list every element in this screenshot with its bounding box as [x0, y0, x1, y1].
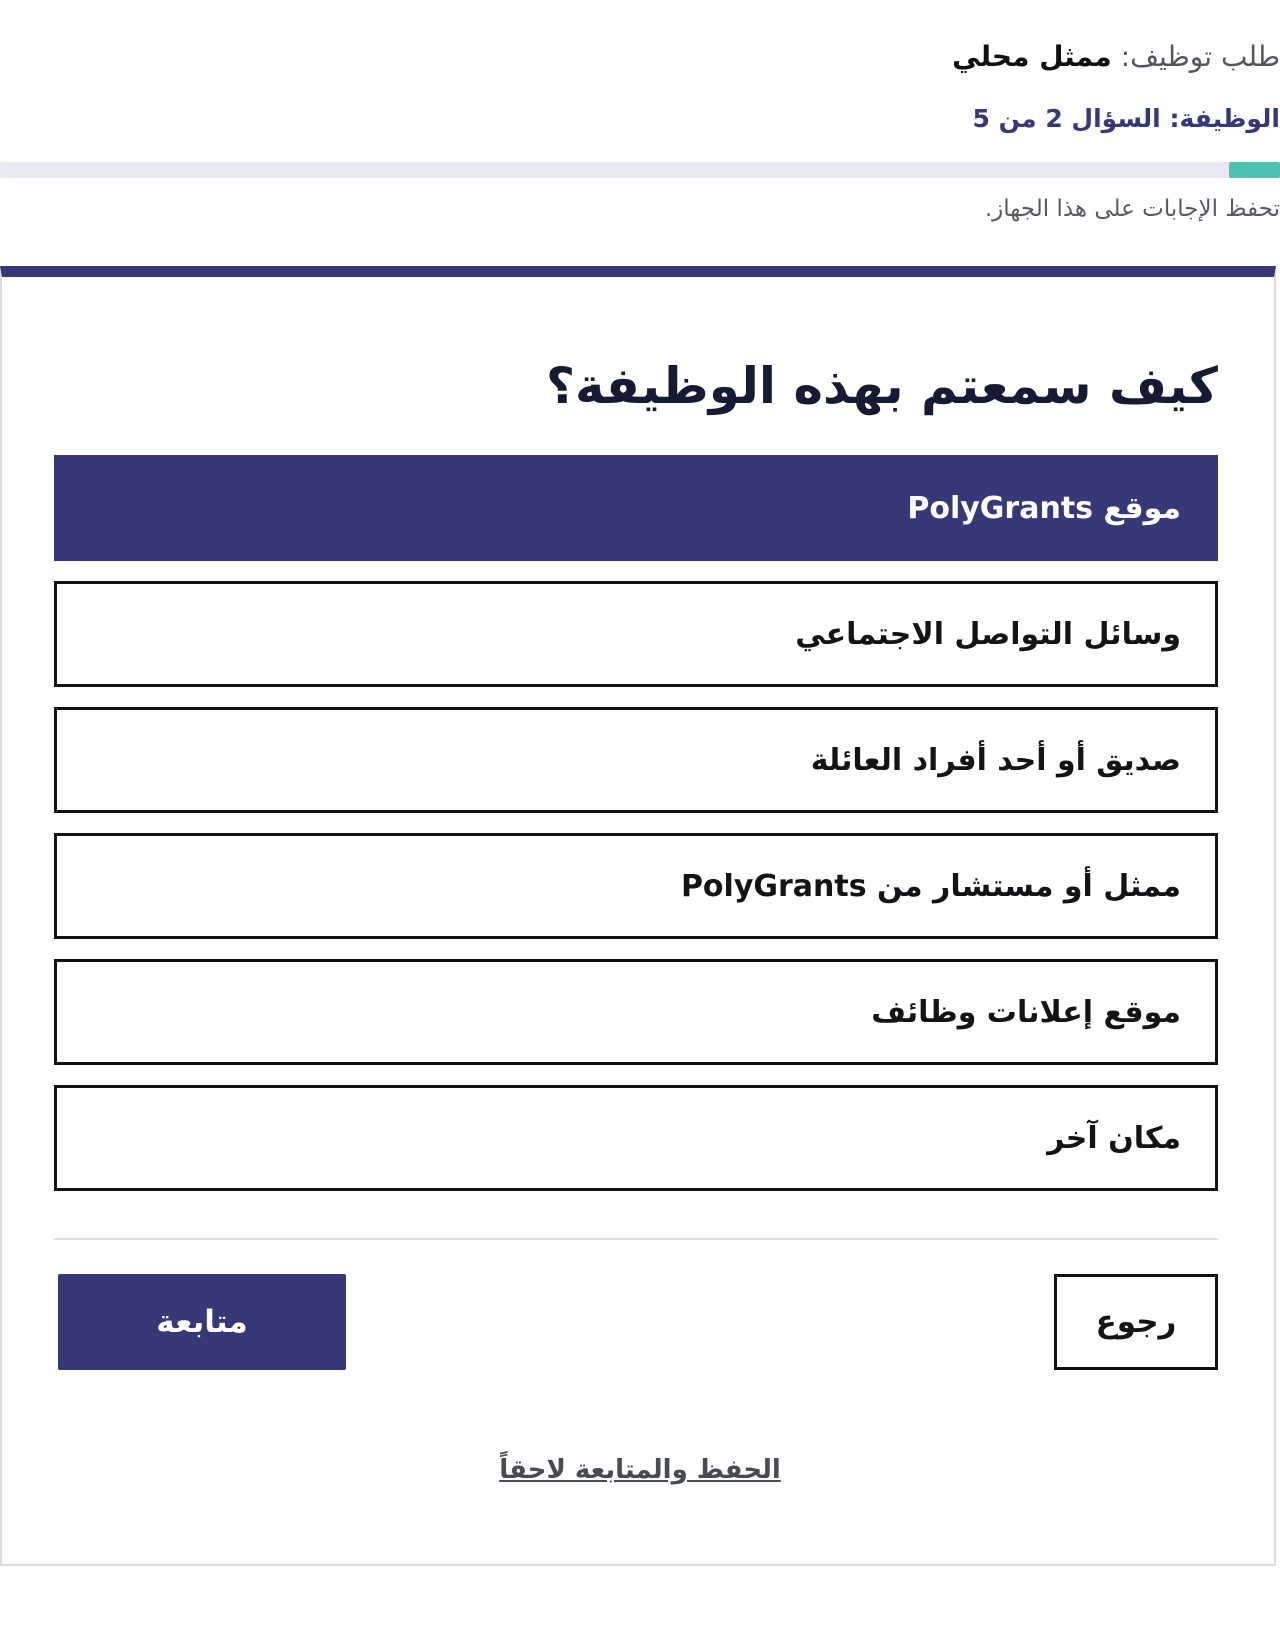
option-job-board[interactable]: موقع إعلانات وظائف	[54, 959, 1218, 1065]
progress-label: الوظيفة: السؤال 2 من 5	[972, 104, 1280, 133]
question-card	[0, 266, 1276, 1566]
option-polygrants-representative[interactable]: ممثل أو مستشار من PolyGrants	[54, 833, 1218, 939]
back-button[interactable]: رجوع	[1054, 1274, 1218, 1370]
application-label: طلب توظيف:	[1120, 40, 1280, 73]
answer-options	[54, 455, 1218, 1211]
save-and-continue-later-link[interactable]: الحفظ والمتابعة لاحقاً	[499, 1455, 781, 1485]
progress-bar	[0, 162, 1280, 178]
continue-button[interactable]: متابعة	[58, 1274, 346, 1370]
question-title: كيف سمعتم بهذه الوظيفة؟	[545, 357, 1218, 415]
application-name: ممثل محلي	[952, 40, 1112, 73]
divider	[54, 1238, 1218, 1240]
option-social-media[interactable]: وسائل التواصل الاجتماعي	[54, 581, 1218, 687]
option-somewhere-else[interactable]: مكان آخر	[54, 1085, 1218, 1191]
progress-bar-fill	[1229, 162, 1280, 178]
save-note: تحفظ الإجابات على هذا الجهاز.	[984, 196, 1280, 222]
application-title	[952, 40, 1280, 73]
option-polygrants-website[interactable]: موقع PolyGrants	[54, 455, 1218, 561]
option-friend-or-family[interactable]: صديق أو أحد أفراد العائلة	[54, 707, 1218, 813]
